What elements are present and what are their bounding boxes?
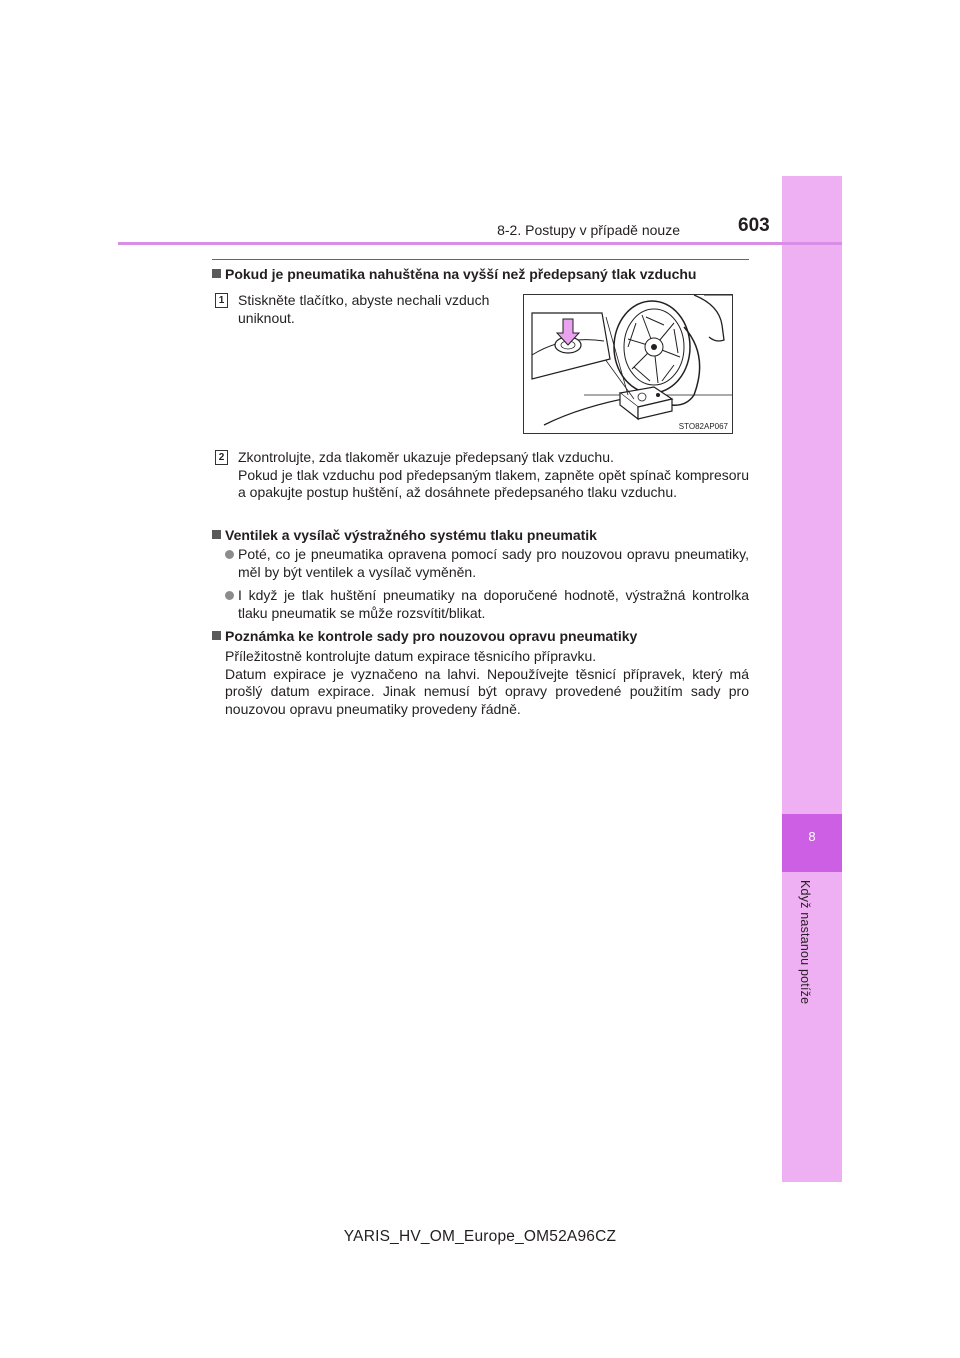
square-bullet-icon [212,631,221,640]
content-top-rule [212,259,749,260]
square-bullet-icon [212,269,221,278]
round-bullet-icon [225,550,234,559]
header-section-title: 8-2. Postupy v případě nouze [497,222,680,238]
valve-bullet-2: I když je tlak huštění pneumatiky na doporučené hodnotě, výstražná kontrolka tlaku pneumatik se může rozsvítit/blikat. [238,587,749,621]
square-bullet-icon [212,530,221,539]
compressor-wheel-drawing [524,295,732,433]
section-heading-overinflated: Pokud je pneumatika nahuštěna na vyšší než předepsaný tlak vzduchu [212,266,696,284]
section-heading-valve: Ventilek a vysílač výstražného systému tlaku pneumatik [212,527,597,545]
round-bullet-icon [225,591,234,600]
step-number-1: 1 [215,293,228,308]
chapter-number: 8 [808,829,816,844]
chapter-sidebar [782,176,842,1182]
section-heading-kit-note: Poznámka ke kontrole sady pro nouzovou opravu pneumatiky [212,628,637,646]
page-number: 603 [738,215,770,236]
step-number-2: 2 [215,450,228,465]
valve-bullet-1: Poté, co je pneumatika opravena pomocí sady pro nouzovou opravu pneumatiky, měl by být ventilek a vysílač vyměněn. [238,546,749,580]
step-2-text: Zkontrolujte, zda tlakoměr ukazuje předepsaný tlak vzduchu. Pokud je tlak vzduchu pod předepsaným tlakem, zapněte opět spínač kompresoru a opakujte postup huštění, až dosáhnete předepsaného tlaku vzduchu. [238,449,749,500]
kit-note-text: Příležitostně kontrolujte datum expirace těsnicího přípravku. Datum expirace je vyznačeno na lahvi. Nepoužívejte těsnicí přípravek, který má prošlý datum expirace. Jinak nemusí být opravy provedené použitím sady pro nouzovou opravu pneumatiky provedeny řádně. [225,648,749,717]
chapter-title: Když nastanou potíže [798,880,812,1005]
figure-code: STO82AP067 [678,422,728,431]
header-rule [118,242,842,245]
tire-compressor-illustration [523,294,733,434]
document-code: YARIS_HV_OM_Europe_OM52A96CZ [343,1228,617,1245]
step-1-text: Stiskněte tlačítko, abyste nechali vzduch uniknout. [238,292,490,326]
